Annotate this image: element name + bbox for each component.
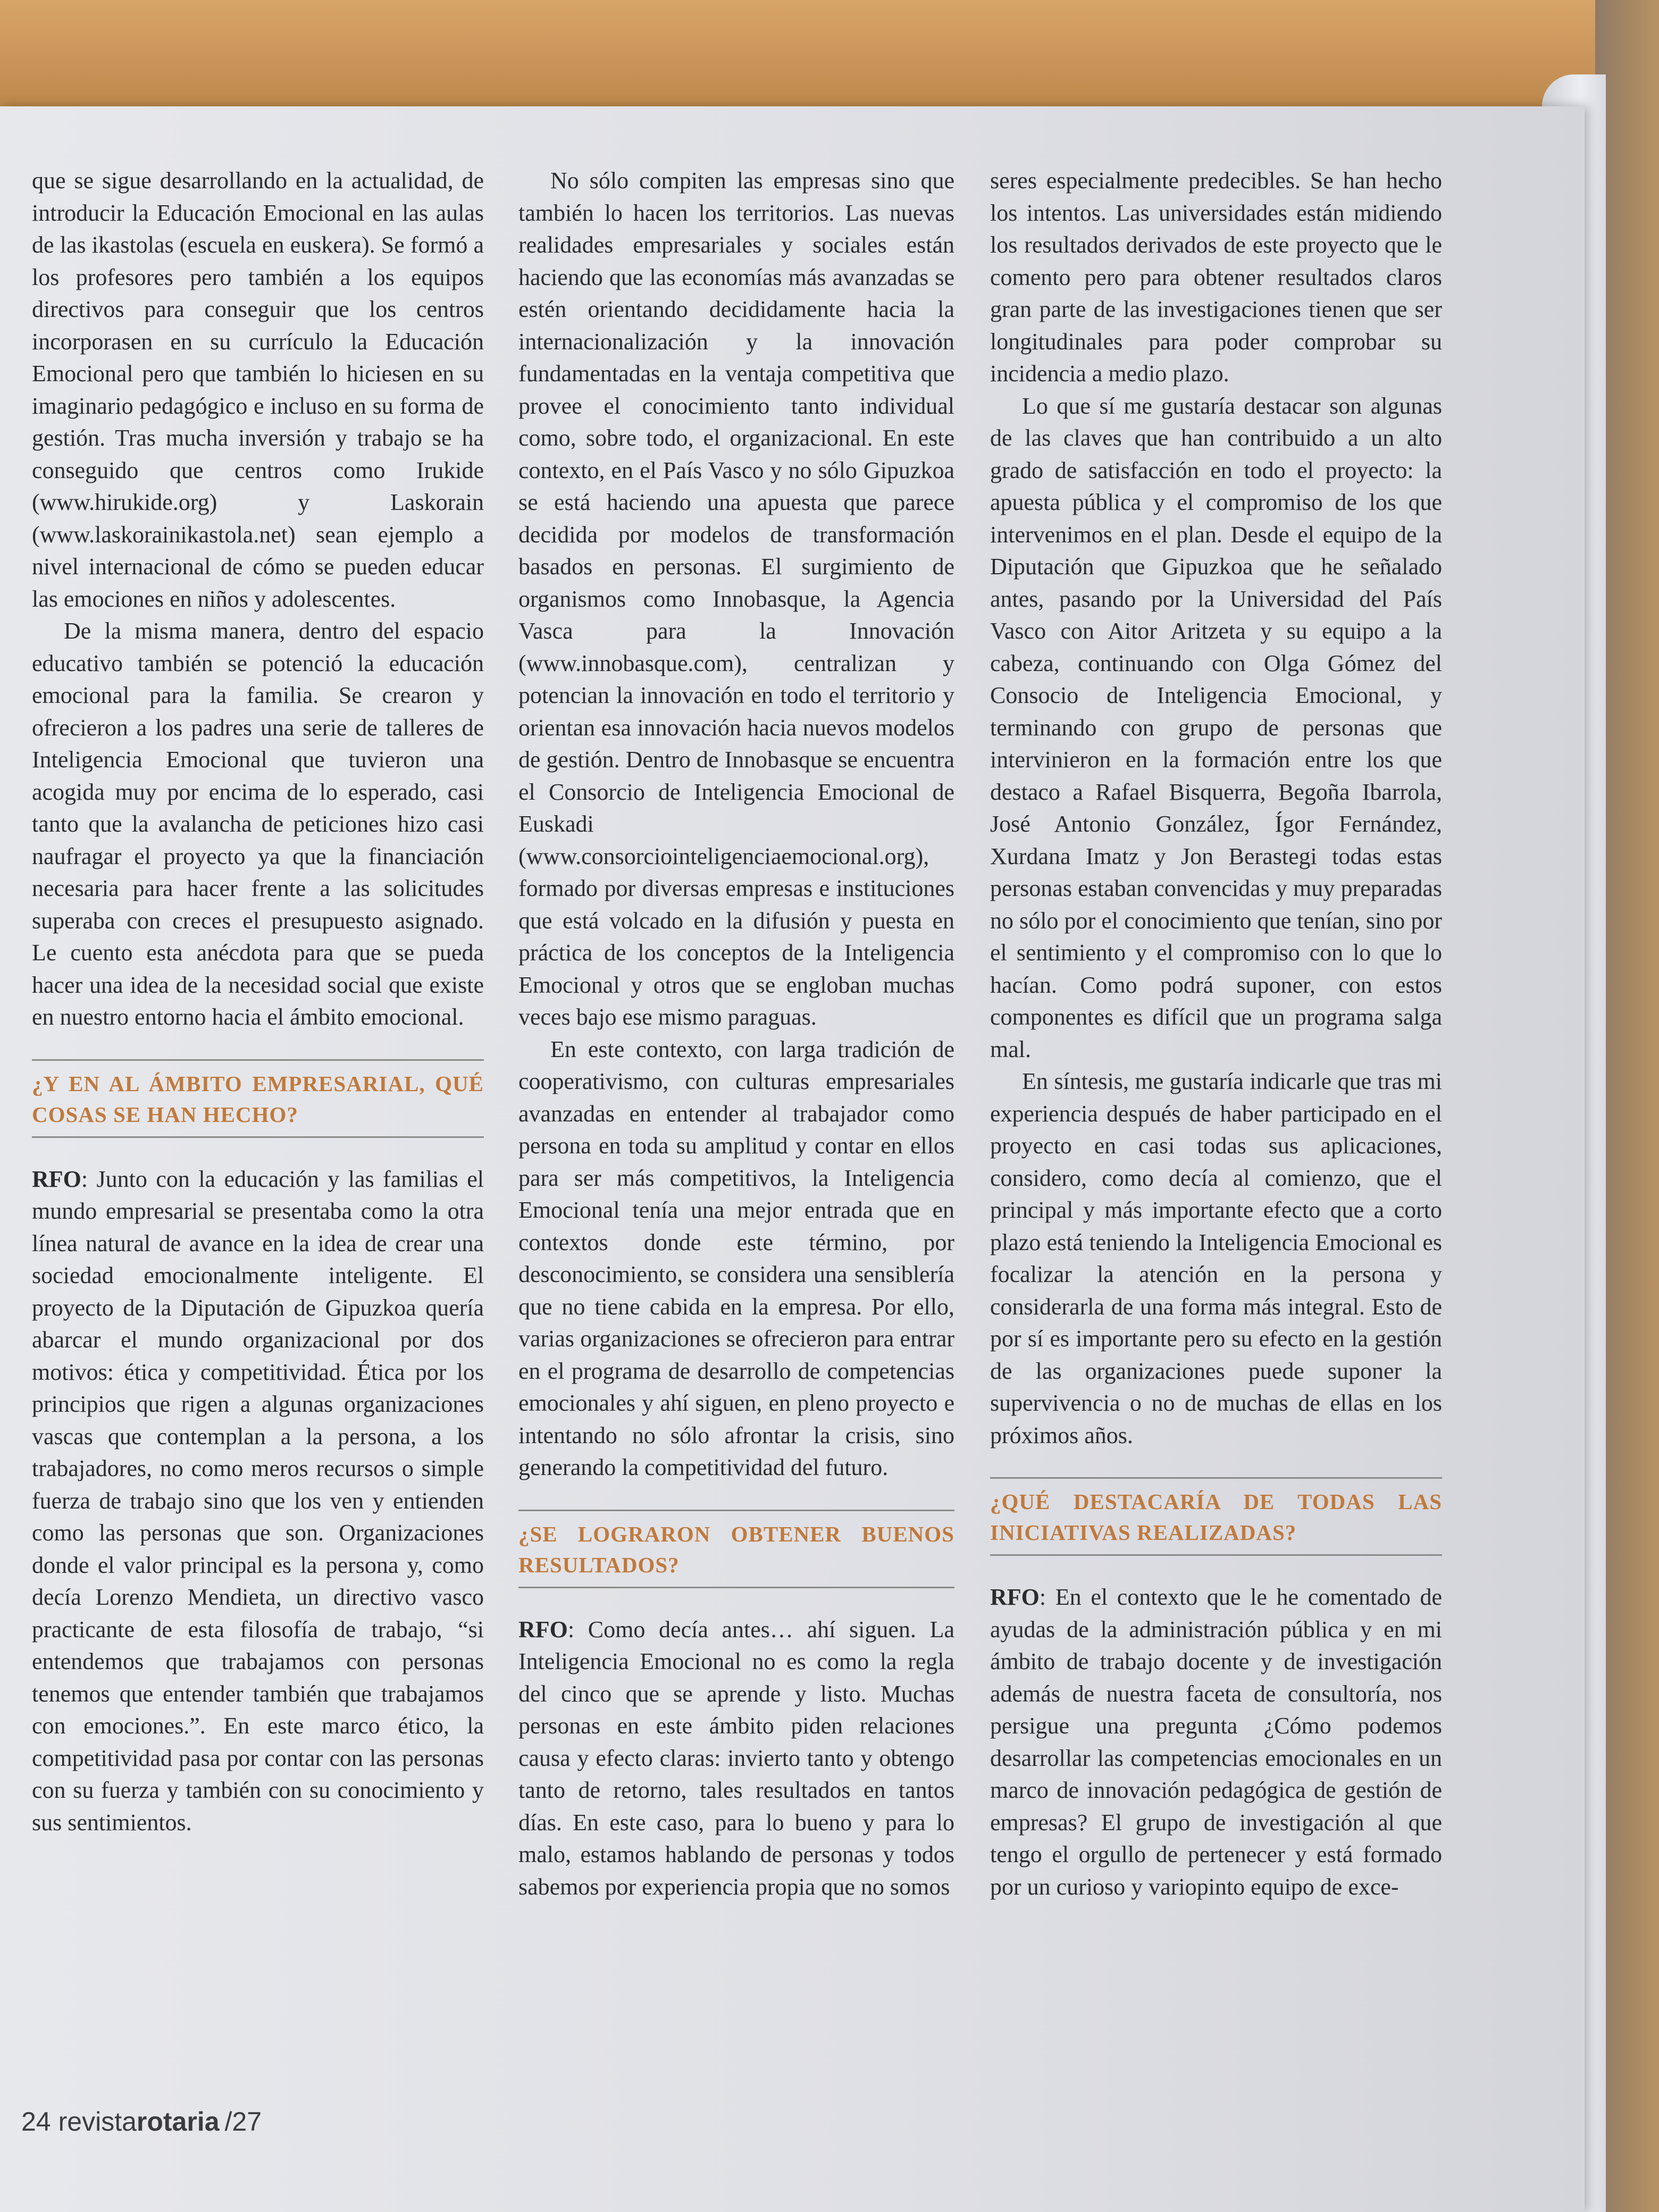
- speaker-label: RFO: [32, 1166, 81, 1192]
- answer-text: : Como decía antes… ahí siguen. La Inteligencia Emocional no es como la regla del cinco que se aprende y listo. Muchas personas en este ámbito piden relaciones causa y efecto claras: invierto tanto y obtengo tanto de retorno, tales resultados en tantos días. En este caso, para lo bueno y para lo malo, estamos hablando de personas y todos sabemos por experiencia propia que no somos: [518, 1616, 954, 1900]
- paragraph: Lo que sí me gustaría destacar son algunas de las claves que han contribuido a un alto grado de satisfacción en todo el proyecto: la apuesta pública y el compromiso de los que intervenimos en el plan. Desde el equipo de la Diputación que Gipuzkoa que he señalado antes, pasando por la Universidad del País Vasco con Aitor Aritzeta y su equipo a la cabeza, continuando con Olga Gómez del Consocio de Inteligencia Emocional, y terminando con grupo de personas que intervinieron en la formación entre los que destaco a Rafael Bisquerra, Begoña Ibarrola, José Antonio González, Ígor Fernández, Xurdana Imatz y Jon Berastegi todas estas personas estaban convencidas y muy preparadas no sólo por el conocimiento que tenían, sino por el sentimiento y el compromiso con lo que lo hacían. Como podrá suponer, con estos componentes es difícil que un programa salga mal.: [990, 392, 1442, 1062]
- paragraph: seres especialmente predecibles. Se han hecho los intentos. Las universidades están midiendo los resultados derivados de este proyecto que le comento pero para obtener resultados claros gran parte de las investigaciones tienen que ser longitudinales para poder comprobar su incidencia a medio plazo.: [990, 167, 1442, 387]
- answer-paragraph: [990, 1581, 1442, 1903]
- answer-paragraph: [518, 1614, 954, 1904]
- section-heading: ¿SE LOGRARON OBTENER BUENOS RESULTADOS?: [518, 1510, 954, 1588]
- answer-text: : Junto con la educación y las familias el mundo empresarial se presentaba como la otra línea natural de avance en la idea de crear una sociedad emocionalmente inteligente. El proyecto de la Diputación de Gipuzkoa quería abarcar el mundo organizacional por dos motivos: ética y competitividad. Ética por los principios que rigen a algunas organizaciones vascas que contemplan a la persona, a los trabajadores, no como meros recursos o simple fuerza de trabajo sino que los ven y entienden como las personas que son. Organizaciones donde el valor principal es la persona y, como decía Lorenzo Mendieta, un directivo vasco practicante de esta filosofía de trabajo, “si entendemos que trabajamos con personas tenemos que entender también que trabajamos con emociones.”. En este marco ético, la competitividad pasa por contar con las personas con su fuerza y también con su conocimiento y sus sentimientos.: [32, 1166, 484, 1836]
- issue-number: /27: [224, 2107, 262, 2136]
- page-footer: [21, 2106, 262, 2138]
- table-surface: [0, 0, 1659, 117]
- magazine-name-bold: rotaria: [136, 2107, 220, 2136]
- answer-text: : En el contexto que le he comentado de ayudas de la administración pública y en mi ámbito de trabajo docente y de investigación además de nuestra faceta de consultoría, nos persigue una pregunta ¿Cómo podemos desarrollar las competencias emocionales en un marco de innovación pedagógica de gestión de empresas? El grupo de investigación al que tengo el orgullo de pertenecer y está formado por un curioso y variopinto equipo de exce-: [990, 1584, 1442, 1900]
- answer-paragraph: [32, 1163, 484, 1839]
- section-heading: ¿QUÉ DESTACARÍA DE TODAS LAS INICIATIVAS REALIZADAS?: [990, 1477, 1442, 1556]
- paragraph: En este contexto, con larga tradición de cooperativismo, con culturas empresariales avanzadas en entender al trabajador como persona en toda su amplitud y contar en ellos para ser más competitivos, la Inteligencia Emocional tenía una mejor entrada que en contextos donde este término, por desconocimiento, se considera una sensiblería que no tiene cabida en la empresa. Por ello, varias organizaciones se ofrecieron para entrar en el programa de desarrollo de competencias emocionales y ahí siguen, en pleno proyecto e intentando no sólo afrontar la crisis, sino generando la competitividad del futuro.: [518, 1036, 954, 1480]
- page-number: 24: [21, 2107, 51, 2136]
- speaker-label: RFO: [518, 1616, 568, 1643]
- article-column-3: [990, 165, 1442, 1903]
- article-column-2: [518, 165, 954, 1903]
- paragraph: En síntesis, me gustaría indicarle que tras mi experiencia después de haber participado en el proyecto en casi todas sus aplicaciones, considero, como decía al comienzo, que el principal y más importante efecto que a corto plazo está teniendo la Inteligencia Emocional es focalizar la atención en la persona y considerarla de una forma más integral. Esto de por sí es importante pero su efecto en la gestión de las organizaciones puede suponer la supervivencia o no de muchas de ellas en los próximos años.: [990, 1068, 1442, 1448]
- paragraph: De la misma manera, dentro del espacio educativo también se potenció la educación emocional para la familia. Se crearon y ofrecieron a los padres una serie de talleres de Inteligencia Emocional que tuvieron una acogida muy por encima de lo esperado, casi tanto que la avalancha de peticiones hizo casi naufragar el proyecto ya que la financiación necesaria para hacer frente a las solicitudes superaba con creces el presupuesto asignado. Le cuento esta anécdota para que se pueda hacer una idea de la necesidad social que existe en nuestro entorno hacia el ámbito emocional.: [32, 618, 484, 1030]
- article-column-1: [32, 165, 484, 1839]
- speaker-label: RFO: [990, 1584, 1040, 1610]
- section-heading: ¿Y EN AL ÁMBITO EMPRESARIAL, QUÉ COSAS SE HAN HECHO?: [32, 1059, 484, 1138]
- paragraph: que se sigue desarrollando en la actualidad, de introducir la Educación Emocional en las aulas de las ikastolas (escuela en euskera). Se formó a los profesores pero también a los equipos directivos para conseguir que los centros incorporasen en su currículo la Educación Emocional pero que también lo hiciesen en su imaginario pedagógico e incluso en su forma de gestión. Tras mucha inversión y trabajo se ha conseguido que centros como Irukide (www.hirukide.org) y Laskorain (www.laskorainikastola.net) sean ejemplo a nivel internacional de cómo se pueden educar las emociones en niños y adolescentes.: [32, 167, 484, 612]
- paragraph: No sólo compiten las empresas sino que también lo hacen los territorios. Las nuevas realidades empresariales y sociales están haciendo que las economías más avanzadas se estén orientando decididamente hacia la internacionalización y la innovación fundamentadas en la ventaja competitiva que provee el conocimiento tanto individual como, sobre todo, el organizacional. En este contexto, en el País Vasco y no sólo Gipuzkoa se está haciendo una apuesta que parece decidida por modelos de transformación basados en personas. El surgimiento de organismos como Innobasque, la Agencia Vasca para la Innovación (www.innobasque.com), centralizan y potencian la innovación en todo el territorio y orientan esa innovación hacia nuevos modelos de gestión. Dentro de Innobasque se encuentra el Consorcio de Inteligencia Emocional de Euskadi (www.consorciointeligenciaemocional.org), formado por diversas empresas e instituciones que está volcado en la difusión y puesta en práctica de los conceptos de la Inteligencia Emocional y otros que se engloban muchas veces bajo ese mismo paraguas.: [518, 167, 954, 1030]
- magazine-name-regular: revista: [58, 2107, 137, 2136]
